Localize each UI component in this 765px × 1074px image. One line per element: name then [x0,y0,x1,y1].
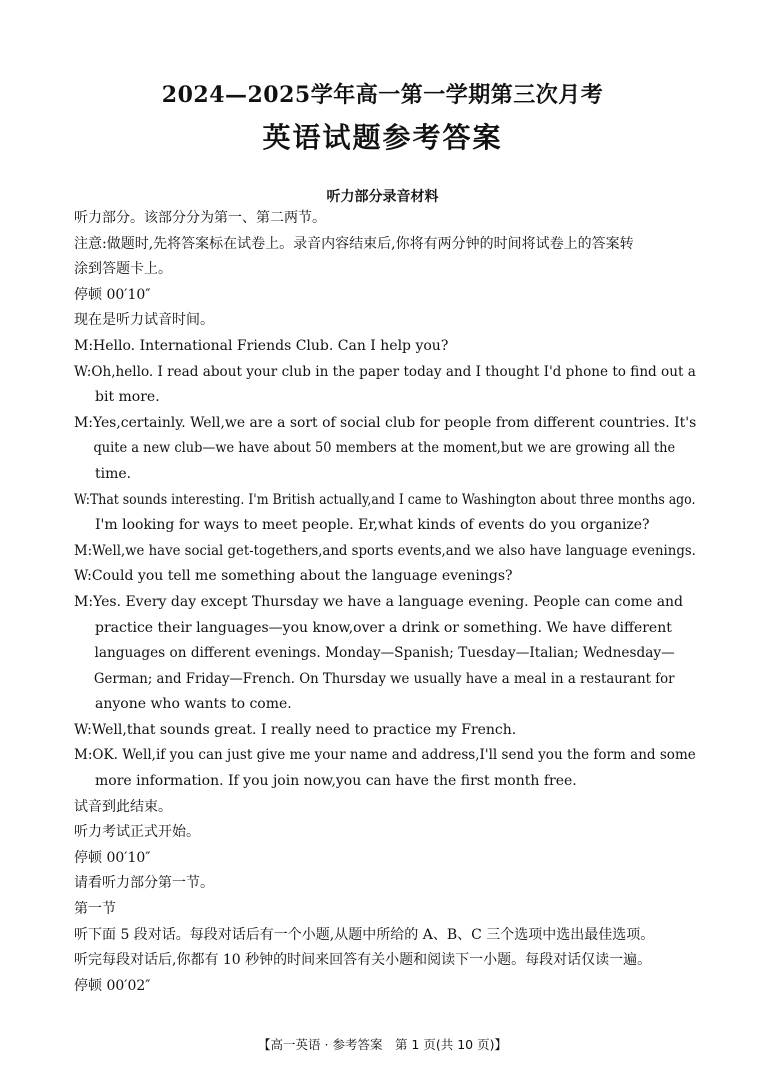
dialogue-line: W:Well,that sounds great. I really need to practice my French. [74,721,517,738]
dialogue-line: W:Could you tell me something about the language evenings? [74,568,513,585]
exam-title: 2024—2025学年高一第一学期第三次月考 [161,82,604,108]
dialogue-line: quite a new club—we have about 50 members at the moment,but we are growing all the [93,440,676,457]
dialogue-line: M:Well,we have social get-togethers,and sports events,and we also have language evenings. [74,542,696,559]
dialogue-line: German; and Friday—French. On Thursday we usually have a meal in a restaurant for [93,670,675,687]
text-line: 听力考试正式开始。 [74,824,200,841]
dialogue-line: M:Hello. International Friends Club. Can I help you? [74,337,449,354]
dialogue-line: M:OK. Well,if you can just give me your name and address,I'll send you the form and some [74,747,696,764]
dialogue-line: bit more. [95,389,160,406]
instruction-line: 听下面 5 段对话。每段对话后有一个小题,从题中所给的 A、B、C 三个选项中选出最佳选项。 [74,926,655,943]
dialogue-line: M:Yes. Every day except Thursday we have a language evening. People can come and [74,593,684,610]
text-line: 注意:做题时,先将答案标在试卷上。录音内容结束后,你将有两分钟的时间将试卷上的答案转 [74,235,634,252]
pause-line: 停顿 00′02″ [74,977,151,994]
section-title: 听力部分录音材料 [326,189,439,205]
dialogue-line: languages on different evenings. Monday—Spanish; Tuesday—Italian; Wednesday— [94,645,675,662]
dialogue-line: I'm looking for ways to meet people. Er,what kinds of events do you organize? [95,517,650,534]
dialogue-line: M:Yes,certainly. Well,we are a sort of social club for people from different countries. It's [74,414,697,431]
transcript-body [74,206,696,999]
pause-line: 停顿 00′10″ [74,849,151,866]
section-heading: 第一节 [74,901,116,918]
dialogue-line: more information. If you join now,you can have the first month free. [95,773,577,790]
text-line: 现在是听力试音时间。 [74,312,214,329]
text-line: 听力部分。该部分分为第一、第二两节。 [74,210,326,226]
dialogue-line: time. [95,465,132,482]
answer-key-title: 英语试题参考答案 [262,121,503,154]
dialogue-line: anyone who wants to come. [95,696,292,713]
page-footer: 【高一英语 · 参考答案 第 1 页(共 10 页)】 [258,1037,507,1052]
text-line: 请看听力部分第一节。 [74,875,214,892]
pause-line: 停顿 00′10″ [74,286,151,303]
dialogue-line: practice their languages—you know,over a drink or something. We have different [95,619,672,636]
instruction-line: 听完每段对话后,你都有 10 秒钟的时间来回答有关小题和阅读下一小题。每段对话仅读一遍。 [74,952,652,969]
dialogue-line: W:Oh,hello. I read about your club in the paper today and I thought I'd phone to find out a [74,363,696,380]
text-line: 涂到答题卡上。 [74,261,172,278]
text-line: 试音到此结束。 [74,798,172,815]
dialogue-line: W:That sounds interesting. I'm British actually,and I came to Washington about three months ago. [74,491,696,508]
